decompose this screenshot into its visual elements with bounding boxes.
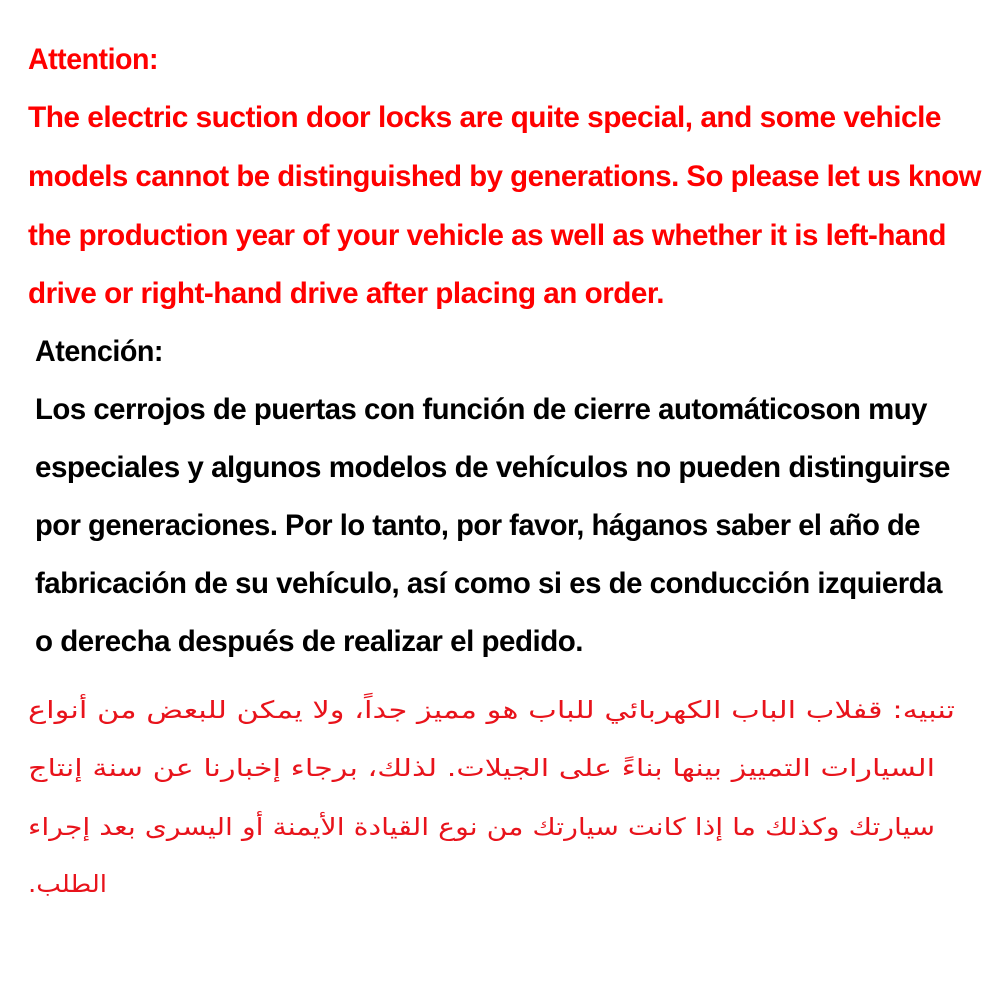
english-line-2: models cannot be distinguished by generations. So please let us know: [28, 160, 981, 193]
arabic-line-3: سيارتك وكذلك ما إذا كانت سيارتك من نوع القيادة الأيمنة أو اليسرى بعد إجراء: [28, 813, 935, 841]
arabic-line-4: الطلب.: [28, 870, 107, 898]
english-heading: Attention:: [28, 43, 158, 76]
spanish-line-3: por generaciones. Por lo tanto, por favor, háganos saber el año de: [35, 509, 920, 542]
spanish-line-5: o derecha después de realizar el pedido.: [35, 625, 583, 658]
spanish-heading: Atención:: [35, 335, 163, 368]
spanish-line-4: fabricación de su vehículo, así como si es de conducción izquierda: [35, 567, 942, 600]
english-line-1: The electric suction door locks are quite special, and some vehicle: [28, 101, 941, 134]
english-line-3: the production year of your vehicle as well as whether it is left-hand: [28, 219, 946, 252]
spanish-line-2: especiales y algunos modelos de vehículos no pueden distinguirse: [35, 451, 950, 484]
arabic-line-2: السيارات التمييز بينها بناءً على الجيلات. لذلك، برجاء إخبارنا عن سنة إنتاج: [28, 754, 935, 782]
english-line-4: drive or right-hand drive after placing an order.: [28, 277, 664, 310]
arabic-line-1: تنبيه: قفلاب الباب الكهربائي للباب هو مميز جداً، ولا يمكن للبعض من أنواع: [28, 696, 955, 724]
spanish-line-1: Los cerrojos de puertas con función de cierre automáticoson muy: [35, 393, 927, 426]
